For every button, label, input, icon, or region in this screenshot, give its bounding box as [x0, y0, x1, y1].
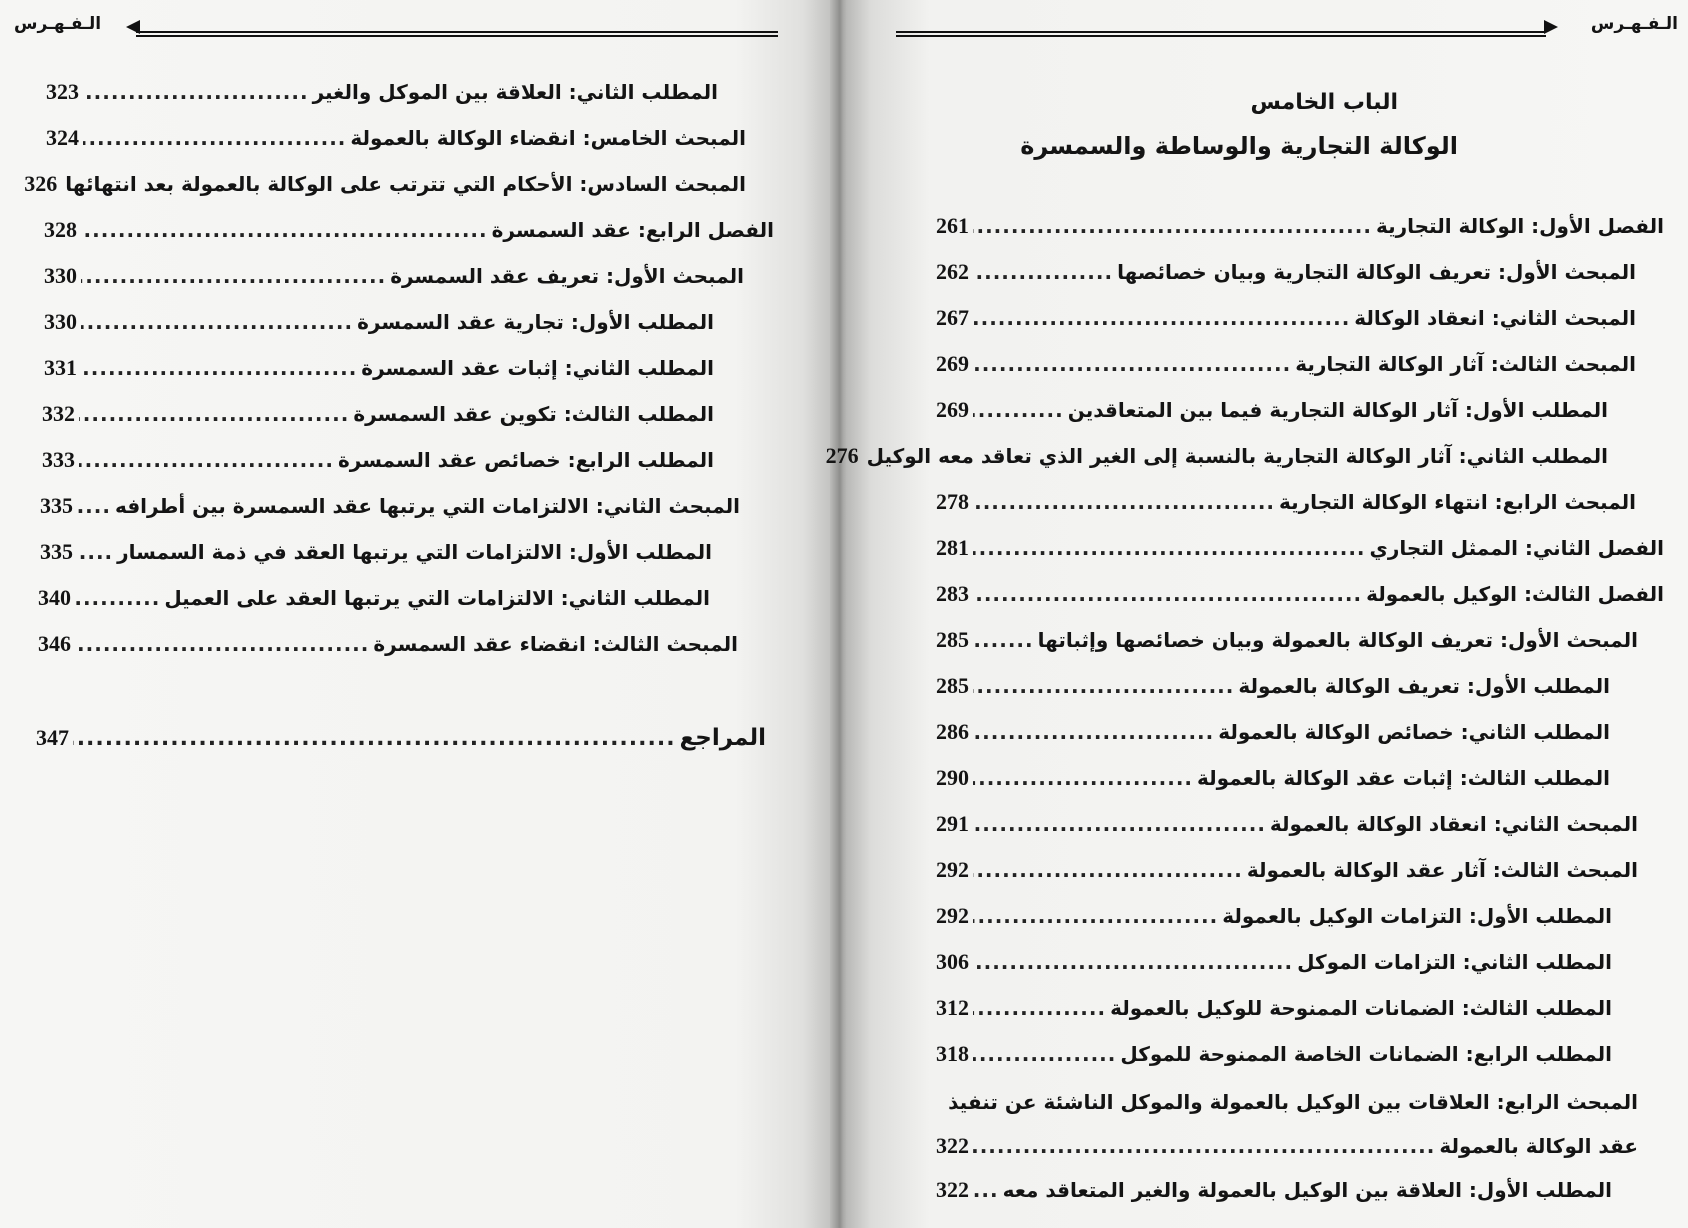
leader-dots: [973, 948, 1293, 976]
toc-entry[interactable]: المطلب الثاني: الالتزامات التي يرتبها العقد على العميل ..... 340: [38, 584, 710, 612]
toc-entry[interactable]: المبحث الثالث: آثار الوكالة التجارية ..... 269: [936, 350, 1636, 378]
leader-dots: [973, 626, 1034, 654]
toc-entry[interactable]: المطلب الأول: آثار الوكالة التجارية فيما بين المتعاقدين ..... 269: [936, 396, 1608, 424]
leader-dots: [83, 78, 309, 106]
leader-dots: [77, 538, 113, 566]
toc-entry[interactable]: المطلب الثاني: التزامات الموكل ..... 306: [936, 948, 1612, 976]
leader-dots: [973, 1040, 1116, 1068]
running-head-label: الـفـهـرس: [1590, 14, 1678, 34]
leader-dots: [79, 446, 334, 474]
leader-dots: [973, 396, 1064, 424]
toc-entry[interactable]: الفصل الثاني: الممثل التجاري ..... 281: [936, 534, 1664, 562]
leader-dots: [81, 262, 386, 290]
toc-entry[interactable]: المطلب الثالث: إثبات عقد الوكالة بالعمولة ..... 290: [936, 764, 1610, 792]
toc-entry[interactable]: المطلب الثالث: الضمانات الممنوحة للوكيل بالعمولة ..... 312: [936, 994, 1612, 1022]
leader-dots: [973, 350, 1291, 378]
leader-dots: [973, 258, 1113, 286]
toc-entry[interactable]: المبحث الأول: تعريف الوكالة التجارية وبيان خصائصها ..... 262: [936, 258, 1636, 286]
right-page: [825, 0, 1688, 1228]
leader-dots: [973, 580, 1362, 608]
toc-entry[interactable]: المطلب الأول: تعريف الوكالة بالعمولة ..... 285: [936, 672, 1610, 700]
toc-entry[interactable]: المطلب الأول: التزامات الوكيل بالعمولة ..... 292: [936, 902, 1612, 930]
leader-dots: [973, 1176, 999, 1204]
toc-entry[interactable]: المطلب الثاني: آثار الوكالة التجارية بالنسبة إلى الغير الذي تعاقد معه الوكيل 276: [825, 443, 1608, 468]
leader-dots: [83, 124, 346, 152]
leader-dots: [973, 488, 1275, 516]
left-toc: [0, 0, 836, 1228]
toc-entry[interactable]: المبحث الثاني: انعقاد الوكالة ..... 267: [936, 304, 1636, 332]
toc-entry[interactable]: المطلب الرابع: خصائص عقد السمسرة ..... 333: [42, 446, 714, 474]
leader-dots: [973, 902, 1218, 930]
toc-entry[interactable]: المطلب الثالث: تكوين عقد السمسرة ..... 332: [42, 400, 714, 428]
leader-dots: [81, 308, 353, 336]
running-head-label: الـفـهـرس: [14, 14, 102, 34]
leader-dots: [75, 584, 160, 612]
leader-dots: [973, 212, 1372, 240]
toc-entry[interactable]: الفصل الأول: الوكالة التجارية ..... 261: [936, 212, 1664, 240]
toc-entry-references[interactable]: المراجع ..... 347: [36, 724, 766, 753]
leader-dots: [81, 354, 357, 382]
part-label: الباب الخامس: [1250, 90, 1398, 115]
toc-entry[interactable]: المبحث الأول: تعريف الوكالة بالعمولة وبيان خصائصها وإثباتها ..... 285: [936, 626, 1638, 654]
toc-entry[interactable]: المبحث الثالث: انقضاء عقد السمسرة ..... 346: [38, 630, 738, 658]
toc-entry[interactable]: الفصل الرابع: عقد السمسرة ..... 328: [44, 216, 774, 244]
leader-dots: [973, 764, 1193, 792]
toc-entry[interactable]: المطلب الثاني: العلاقة بين الموكل والغير ..... 323: [46, 78, 718, 106]
leader-dots: [75, 630, 369, 658]
toc-entry[interactable]: المبحث السادس: الأحكام التي تترتب على الوكالة بالعمولة بعد انتهائها 326: [24, 171, 746, 196]
toc-entry[interactable]: المبحث الأول: تعريف عقد السمسرة ..... 330: [44, 262, 744, 290]
left-page: [0, 0, 836, 1228]
leader-dots: [973, 1132, 1435, 1160]
toc-entry[interactable]: المطلب الثاني: خصائص الوكالة بالعمولة ..... 286: [936, 718, 1610, 746]
toc-entry[interactable]: المبحث الرابع: انتهاء الوكالة التجارية ..... 278: [936, 488, 1636, 516]
leader-dots: [973, 304, 1350, 332]
toc-entry[interactable]: المبحث الثاني: انعقاد الوكالة بالعمولة ..... 291: [936, 810, 1638, 838]
leader-dots: [973, 718, 1214, 746]
leader-dots: [973, 994, 1106, 1022]
toc-entry[interactable]: الفصل الثالث: الوكيل بالعمولة ..... 283: [936, 580, 1664, 608]
leader-dots: [79, 400, 349, 428]
toc-entry[interactable]: المطلب الأول: تجارية عقد السمسرة ..... 330: [44, 308, 714, 336]
leader-dots: [973, 672, 1234, 700]
leader-dots: [973, 810, 1266, 838]
right-toc: [825, 0, 1688, 1228]
leader-dots: [81, 216, 488, 244]
part-title: الوكالة التجارية والوساطة والسمسرة: [1020, 132, 1458, 160]
toc-entry-multiline-line1[interactable]: المبحث الرابع: العلاقات بين الوكيل بالعمولة والموكل الناشئة عن تنفيذ: [948, 1090, 1638, 1114]
toc-entry[interactable]: المطلب الرابع: الضمانات الخاصة الممنوحة للموكل ..... 318: [936, 1040, 1612, 1068]
leader-dots: [73, 725, 676, 753]
toc-entry-multiline-line2[interactable]: عقد الوكالة بالعمولة ..... 322: [936, 1132, 1638, 1160]
toc-entry[interactable]: المبحث الثالث: آثار عقد الوكالة بالعمولة ..... 292: [936, 856, 1638, 884]
toc-entry[interactable]: المبحث الخامس: انقضاء الوكالة بالعمولة ..... 324: [46, 124, 746, 152]
toc-entry[interactable]: المبحث الثاني: الالتزامات التي يرتبها عقد السمسرة بين أطرافه ..... 335: [40, 492, 740, 520]
leader-dots: [973, 534, 1366, 562]
toc-entry[interactable]: المطلب الثاني: إثبات عقد السمسرة ..... 331: [44, 354, 714, 382]
leader-dots: [77, 492, 111, 520]
toc-entry[interactable]: المطلب الأول: العلاقة بين الوكيل بالعمولة والغير المتعاقد معه ..... 322: [936, 1176, 1612, 1204]
leader-dots: [973, 856, 1243, 884]
toc-entry[interactable]: المطلب الأول: الالتزامات التي يرتبها العقد في ذمة السمسار ..... 335: [40, 538, 712, 566]
